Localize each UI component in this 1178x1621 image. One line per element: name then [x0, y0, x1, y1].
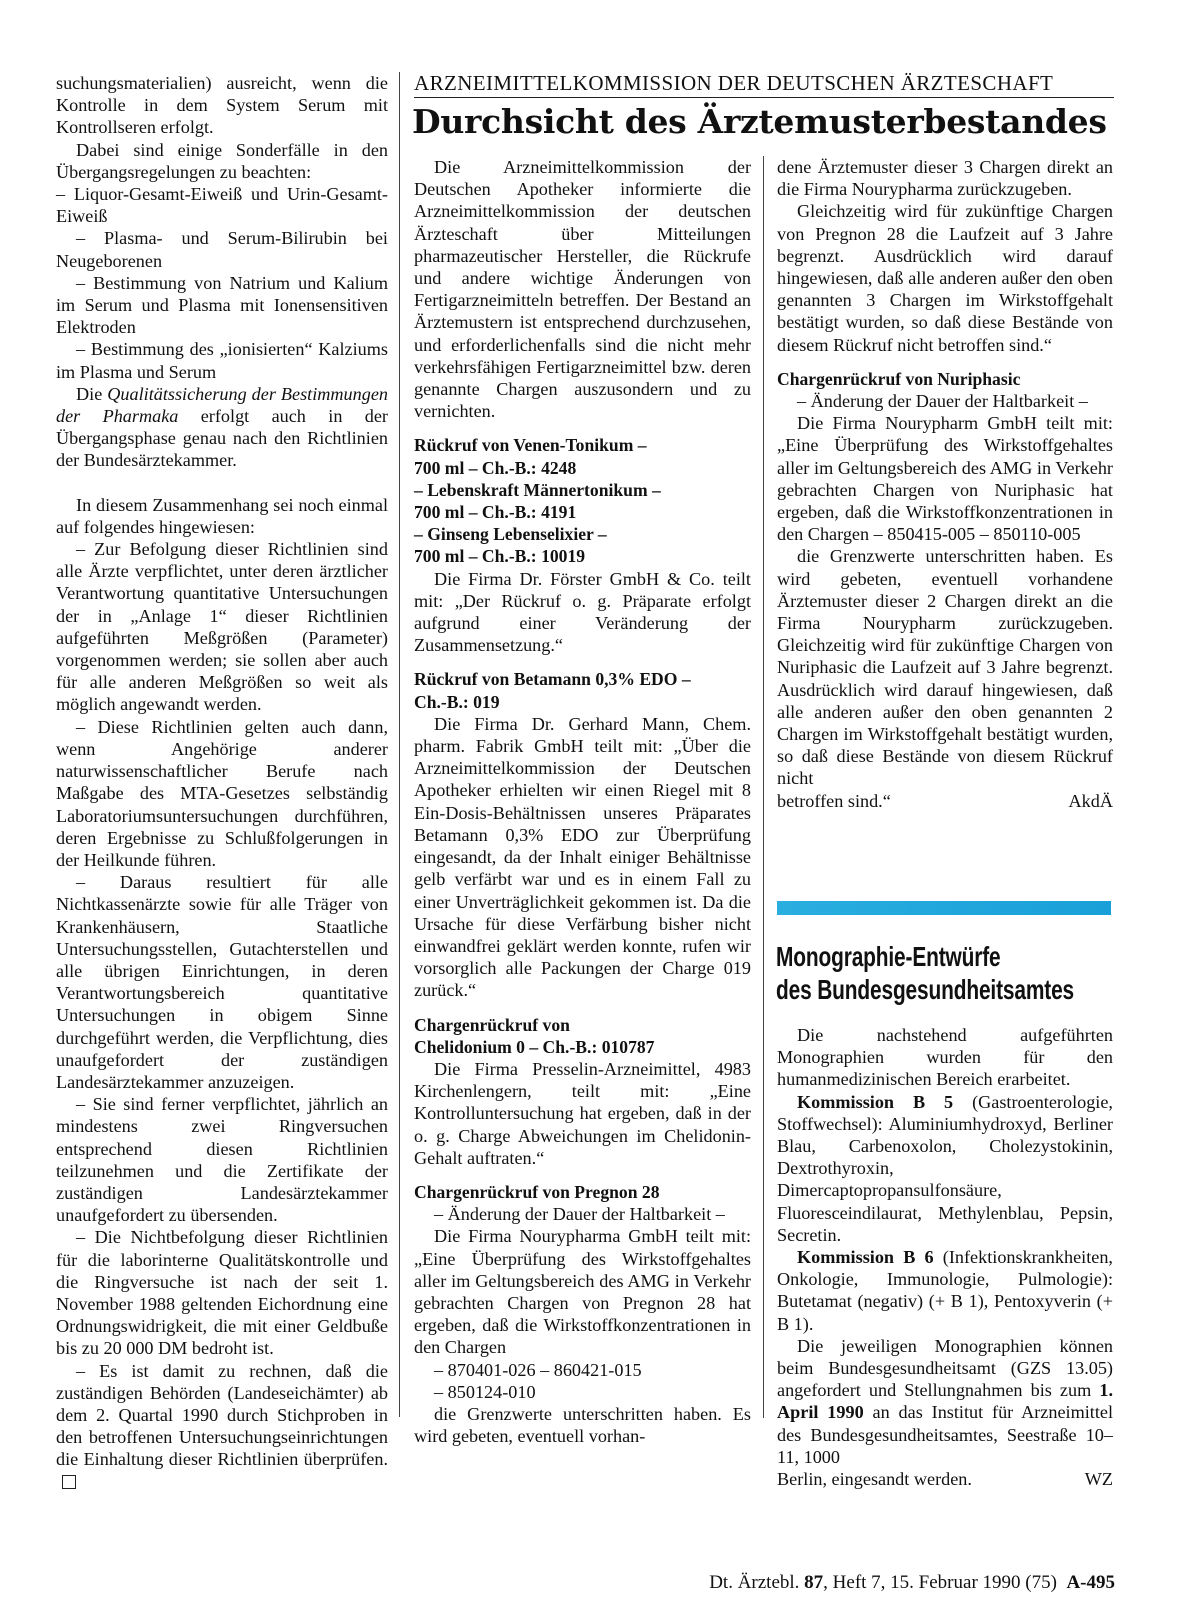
commission-label: Kommission B 5: [797, 1091, 954, 1112]
paragraph: suchungsmaterialien) ausreicht, wenn die Kontrolle in dem System Serum mit Kontrollseren erfolgt.: [56, 73, 388, 138]
paragraph: – Plasma- und Serum-Bilirubin bei Neugeborenen: [56, 228, 388, 271]
paragraph: [56, 383, 388, 472]
italic-text: Qualitätssicherung der Bestimmungen der Pharmaka: [56, 383, 388, 427]
paragraph: – Änderung der Dauer der Haltbarkeit –: [434, 1204, 725, 1225]
title-line: des Bundesgesundheitsamtes: [776, 974, 1075, 1005]
paragraph: In diesem Zusammenhang sei noch einmal auf folgendes hingewiesen:: [56, 494, 388, 537]
section-divider-bar: [777, 901, 1111, 915]
middle-column: [414, 156, 751, 1447]
paragraph: – Zur Befolgung dieser Richtlinien sind alle Ärzte verpflichtet, unter deren ärztlicher Verantwortung quantitative Untersuchungen der in „Anlage 1“ dieser Richtlinien aufgeführten Meßgrößen (Parameter) vorgenommen werden; sie sollen aber auch für alle anderen Meßgrößen so weit als möglich angewandt werden.: [56, 539, 388, 715]
paragraph: Die Firma Presselin-Arzneimittel, 4983 Kirchenlengern, teilt mit: „Eine Kontrolluntersuchung hat ergeben, daß in der o. g. Charge Abweichungen im Chelidonin-Gehalt auftraten.“: [414, 1058, 751, 1168]
commission-label: Kommission B 6: [797, 1247, 934, 1268]
paragraph: Dabei sind einige Sonderfälle in den Übergangsregelungen zu beachten:: [56, 139, 388, 182]
issue-info: , Heft 7, 15. Februar 1990 (75): [823, 1572, 1057, 1593]
paragraph: – Bestimmung von Natrium und Kalium im Serum und Plasma mit Ionensensitiven Elektroden: [56, 272, 388, 338]
heading-line: Rückruf von Venen-Tonikum –: [414, 435, 647, 456]
heading-line: 700 ml – Ch.-B.: 10019: [414, 546, 586, 567]
text-run: – Es ist damit zu rechnen, daß die zuständigen Behörden (Landeseichämter) ab dem 2. Quartal 1990 durch Stichproben in den betroffenen Untersuchungseinrichtungen die Einhaltung dieser Richtlinien überprüfen.: [56, 1360, 388, 1470]
heading-line: 700 ml – Ch.-B.: 4191: [414, 502, 577, 523]
text-run: (Infektionskrankheiten, Onkologie, Immunologie, Pulmologie): Butetamat (negativ) (+ B 1), Pentoxyverin (+ B 1).: [777, 1247, 1113, 1334]
paragraph: – Sie sind ferner verpflichtet, jährlich an mindestens zwei Ringversuchen entsprechend diesen Richtlinien teilzunehmen und die Zertifikate der zuständigen Landesärztekammer unaufgefordert zu übersenden.: [56, 1094, 388, 1226]
paragraph: – Bestimmung des „ionisierten“ Kalziums im Plasma und Serum: [56, 339, 388, 382]
paragraph: dene Ärztemuster dieser 3 Chargen direkt an die Firma Nourypharma zurückzugeben.: [777, 157, 1113, 200]
heading-line: Chelidonium 0 – Ch.-B.: 010787: [414, 1036, 655, 1057]
text-run: erfolgt auch in der Übergangsphase genau nach den Richtlinien der Bundesärztekammer.: [56, 406, 388, 471]
column-divider: [399, 72, 400, 1417]
recall-heading: Chargenrückruf von Pregnon 28: [414, 1181, 660, 1202]
author-sign: AkdÄ: [1068, 790, 1113, 811]
column-divider: [763, 156, 764, 1418]
recall-heading: [414, 1014, 751, 1058]
paragraph-end: Berlin, eingesandt werden.: [777, 1469, 972, 1490]
journal-volume: 87: [804, 1572, 824, 1593]
section-kicker: ARZNEIMITTELKOMMISSION DER DEUTSCHEN ÄRZTESCHAFT: [414, 70, 1114, 98]
heading-line: Chargenrückruf von: [414, 1014, 570, 1035]
spacer: [56, 472, 388, 494]
heading-line: – Ginseng Lebenselixier –: [414, 524, 607, 545]
paragraph: – Daraus resultiert für alle Nichtkassenärzte sowie für alle Träger von Krankenhäusern, Staatliche Untersuchungsstellen, Gutachterstellen und alle übrigen Einrichtungen, in deren Verantwortungsbereich quantitative Untersuchungen in obigem Sinne durchgeführt werden, die Verpflichtung, dies unaufgefordert der zuständigen Landesärztekammer anzuzeigen.: [56, 872, 388, 1092]
paragraph: [777, 1335, 1113, 1468]
monograph-section: [777, 1024, 1113, 1490]
text-run: Die jeweiligen Monographien können beim Bundesgesundheitsamt (GZS 13.05) angefordert und Stellungnahmen bis zum: [777, 1335, 1113, 1401]
end-mark-icon: [62, 1475, 76, 1489]
paragraph: Die Firma Dr. Förster GmbH & Co. teilt mit: „Der Rückruf o. g. Präparate erfolgt aufgrund einer Veränderung der Zusammensetzung.“: [414, 568, 751, 656]
article-headline: Durchsicht des Ärztemusterbestandes: [412, 102, 1107, 141]
page-number: A-495: [1066, 1572, 1115, 1593]
heading-line: Ch.-B.: 019: [414, 691, 500, 712]
title-line: Monographie-Entwürfe: [776, 941, 1001, 972]
paragraph: – Diese Richtlinien gelten auch dann, wenn Angehörige anderer naturwissenschaftlicher Berufe nach Maßgabe des MTA-Gesetzes selbständig Laboratoriumsuntersuchungen durchführen, deren Ergebnisse zu Schlußfolgerungen in der Heilkunde führen.: [56, 716, 388, 870]
paragraph: Gleichzeitig wird für zukünftige Chargen von Pregnon 28 die Laufzeit auf 3 Jahre begrenzt. Ausdrücklich wird darauf hingewiesen, daß alle anderen außer den oben genannten 3 Chargen im Wirkstoffgehalt bestätigt wurden, so daß diese Bestände von diesem Rückruf nicht betroffen sind.“: [777, 201, 1113, 355]
signature-line: [777, 1468, 1113, 1490]
batch-list-item: – 870401-026 – 860421-015: [434, 1359, 642, 1380]
page-footer: [620, 1572, 1115, 1594]
paragraph: – Änderung der Dauer der Haltbarkeit –: [797, 391, 1088, 412]
paragraph: [777, 1091, 1113, 1246]
paragraph: die Grenzwerte unterschritten haben. Es wird gebeten, eventuell vorhandene Ärztemuster dieser 2 Chargen direkt an die Firma Nourypharm zurückzugeben. Gleichzeitig wird für zukünftige Chargen von Nuriphasic die Laufzeit auf 3 Jahre begrenzt. Ausdrücklich wird darauf hingewiesen, daß alle anderen außer den oben genannten 2 Chargen im Wirkstoffgehalt bestätigt wurden, so daß diese Bestände von diesem Rückruf nicht: [777, 546, 1113, 789]
paragraph: Die Firma Dr. Gerhard Mann, Chem. pharm. Fabrik GmbH teilt mit: „Über die Arzneimittelkommission der Deutschen Apotheker erhielten wir einen Riegel mit 8 Ein-Dosis-Behältnissen unseres Präparates Betamann 0,3% EDO zur Überprüfung eingesandt, da der Inhalt einiger Behältnisse gelb verfärbt war und es in einem Fall zu einer Unverträglichkeit gekommen ist. Da die Ursache für diese Verfärbung bisher nicht einwandfrei geklärt werden konnte, rufen wir vorsorglich alle Packungen der Charge 019 zurück.“: [414, 713, 751, 1001]
batch-list-item: – 850124-010: [434, 1381, 536, 1402]
right-column: [777, 156, 1113, 812]
heading-line: – Lebenskraft Männertonikum –: [414, 479, 661, 500]
heading-line: Rückruf von Betamann 0,3% EDO –: [414, 669, 691, 690]
paragraph: – Die Nichtbefolgung dieser Richtlinien für die laborinterne Qualitätskontrolle und die Ringversuche ist nach der seit 1. November 1988 geltenden Eichordnung eine Ordnungswidrigkeit, die mit einer Geldbuße bis zu 20 000 DM bedroht ist.: [56, 1227, 388, 1359]
deadline-date: 1. April 1990: [777, 1380, 1113, 1423]
text-run: Die: [76, 383, 108, 404]
paragraph: Die Firma Nourypharma GmbH teilt mit: „Eine Überprüfung des Wirkstoffgehaltes aller im Geltungsbereich des AMG in Verkehr gebrachten Chargen von Pregnon 28 hat ergeben, daß die Wirkstoffkonzentrationen in den Chargen: [414, 1226, 751, 1358]
heading-line: 700 ml – Ch.-B.: 4248: [414, 457, 577, 478]
recall-heading: [414, 434, 751, 567]
paragraph: – Liquor-Gesamt-Eiweiß und Urin-Gesamt-Eiweiß: [56, 184, 388, 227]
recall-heading: Chargenrückruf von Nuriphasic: [777, 368, 1021, 389]
recall-heading: [414, 668, 751, 712]
paragraph: [777, 1246, 1113, 1335]
text-run: (Gastroenterologie, Stoffwechsel): Aluminiumhydroxyd, Berliner Blau, Carbenoxolon, Cholezystokinin, Dextrothyroxin, Dimercaptopropansulfonsäure, Fluoresceindilaurat, Methylenblau, Pepsin, Secretin.: [777, 1091, 1113, 1245]
paragraph: Die Firma Nourypharm GmbH teilt mit: „Eine Überprüfung des Wirkstoffgehaltes aller im Geltungsbereich des AMG in Verkehr gebrachten Chargen von Nuriphasic hat ergeben, daß die Wirkstoffkonzentrationen in den Chargen – 850415-005 – 850110-005: [777, 413, 1113, 545]
paragraph: Die nachstehend aufgeführten Monographien wurden für den humanmedizinischen Bereich erarbeitet.: [777, 1025, 1113, 1090]
signature-line: [777, 790, 1113, 812]
paragraph: Die Arzneimittelkommission der Deutschen Apotheker informierte die Arzneimittelkommission der deutschen Ärzteschaft über Mitteilungen pharmazeutischer Hersteller, die Rückrufe und andere wichtige Änderungen von Fertigarzneimitteln betreffen. Der Bestand an Ärztemustern ist entsprechend durchzusehen, und erforderlichenfalls sind die nicht mehr verkehrsfähigen Fertigarzneimittel bzw. deren genannte Chargen auszusondern und zu vernichten.: [414, 157, 751, 422]
paragraph: [56, 1360, 388, 1493]
author-sign: WZ: [1084, 1469, 1113, 1490]
journal-name: Dt. Ärztebl.: [709, 1572, 805, 1593]
section-title: [776, 940, 1075, 1006]
text-run: an das Institut für Arzneimittel des Bundesgesundheitsamtes, Seestraße 10–11, 1000: [777, 1402, 1114, 1467]
paragraph-end: betroffen sind.“: [777, 790, 891, 811]
left-column: [56, 72, 388, 1493]
paragraph: die Grenzwerte unterschritten haben. Es wird gebeten, eventuell vorhan-: [414, 1403, 751, 1447]
